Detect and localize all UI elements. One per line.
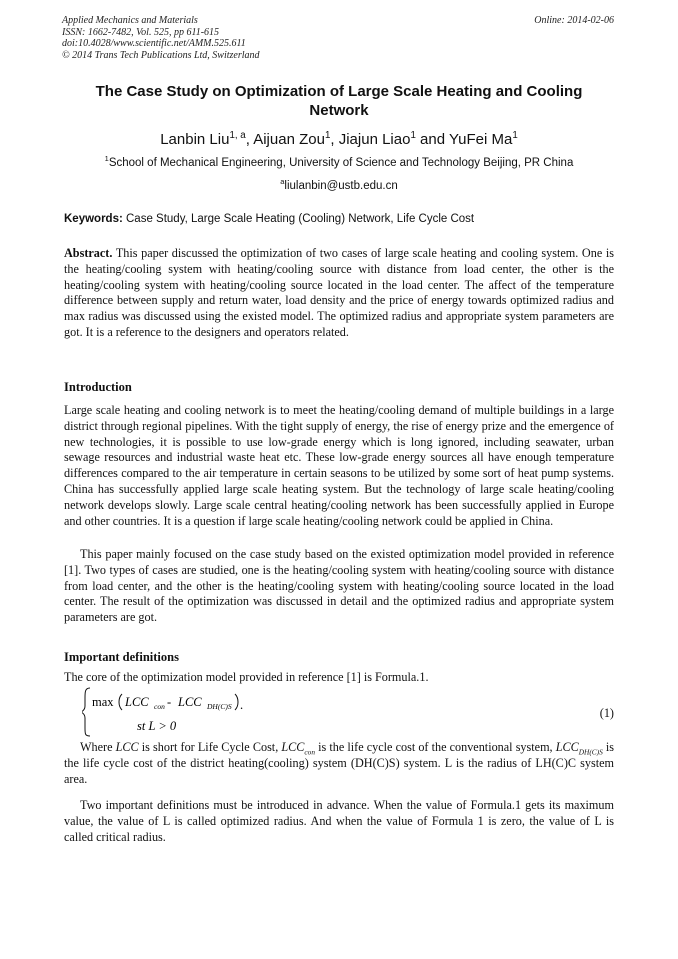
author-conjunction: and — [415, 131, 449, 148]
formula-period: . — [240, 698, 244, 712]
definitions-paragraph-3: Two important definitions must be introduced in advance. When the value of Formula.1 gets its maximum value, the value of L is called optimized radius. And when the value of Formula 1 is zero, the value of L is called critical radius. — [64, 798, 614, 844]
equation-number: (1) — [599, 706, 614, 720]
doi[interactable]: doi:10.4028/www.scientific.net/AMM.525.611 — [62, 38, 246, 49]
text-run: is short for Life Cycle Cost, — [138, 740, 282, 754]
affil-text: School of Mechanical Engineering, University of Science and Technology Beijing, PR China — [108, 157, 574, 169]
formula-lcc: LCC — [125, 695, 149, 709]
affiliation — [40, 156, 638, 170]
intro-paragraph-2: This paper mainly focused on the case study based on the existed optimization model provided in reference [1]. Two types of cases are studied, one is the heating/cooling system with heating/cooling source with distance from load center, and the other is the heating/cooling system with heating/cooling source located in the load center. The result of the optimization was discussed in detail and the optimized radius and appropriate system parameters are got. — [64, 547, 614, 625]
symbol-lcc: LCC — [115, 740, 139, 754]
formula-minus: - — [167, 695, 172, 709]
formula-max: max — [92, 695, 114, 709]
definitions-paragraph-2 — [64, 740, 614, 787]
author-name: Aijuan Zou — [253, 131, 325, 148]
author-name: YuFei Ma — [448, 131, 513, 148]
email-address[interactable]: liulanbin@ustb.edu.cn — [284, 180, 398, 192]
abstract-text: This paper discussed the optimization of two cases of large scale heating and cooling system. One is the heating/cooling system with heating/cooling source with distance from load center, the other is the heating/cooling system with heating/cooling source located in the load center. The affect of the temperature difference between supply and return water, load density and the price of energy towards optimized radius and max radius was discussed using the existed model. The optimized radius and appropriate system parameters are got. It is a reference to the designers and operators related. — [64, 246, 614, 339]
author-affil-mark: 1 — [324, 130, 331, 141]
author-name: Lanbin Liu — [160, 131, 230, 148]
keywords-label: Keywords: — [64, 213, 123, 225]
definitions-intro: The core of the optimization model provided in reference [1] is Formula.1. — [64, 670, 429, 684]
issn: ISSN: 1662-7482, Vol. 525, pp 611-615 — [62, 26, 220, 38]
section-heading-definitions: Important definitions — [64, 650, 179, 664]
author-separator: , — [245, 131, 254, 148]
email-mark: a — [280, 177, 285, 187]
author-affil-mark: 1 — [512, 130, 518, 141]
author-affil-mark: 1 — [410, 130, 416, 141]
author-list — [40, 131, 638, 149]
formula-brace — [82, 688, 90, 736]
text-run: is the life cycle cost of the district heating(cooling) system (DH(C)S) system. L is the radius of LH(C)C system area. — [64, 740, 614, 786]
symbol-subscript: DH(C)S — [578, 747, 603, 757]
formula-lcc-2: LCC — [178, 695, 202, 709]
paper-title: The Case Study on Optimization of Large Scale Heating and Cooling Network — [95, 83, 583, 119]
formula-close-paren — [235, 694, 238, 710]
journal-name: Applied Mechanics and Materials — [62, 15, 198, 26]
keywords — [64, 212, 616, 226]
keywords-text: Case Study, Large Scale Heating (Cooling) Network, Life Cycle Cost — [122, 213, 475, 225]
symbol-lcc: LCC — [281, 740, 305, 754]
formula-constraint: st L > 0 — [137, 719, 177, 733]
formula-sub-con: con — [154, 702, 165, 711]
journal-header — [62, 15, 260, 61]
author-affil-mark: 1, a — [229, 130, 246, 141]
abstract-label: Abstract. — [64, 246, 113, 260]
symbol-subscript: con — [304, 747, 315, 757]
affil-mark: 1 — [104, 154, 109, 164]
author-email — [40, 179, 638, 193]
formula-1-graphic — [82, 686, 282, 738]
intro-paragraph-1: Large scale heating and cooling network is to meet the heating/cooling demand of multiple buildings in a large district through regional pipelines. With the tight supply of energy, the rise of energy prize and the emergence of new technologies, it is possible to use low-grade energy which is long ignored, including seawater, urban sewage resources and industrial waste heat etc. These low-grade energy sources all have enough temperature differences compared to the air temperature in certain seasons to be utilized by some sort of heat pump systems. China has successfully applied large scale heating system. But the technology of large scale heating/cooling network develops slowly. Large scale central heating/cooling network has been successfully applied in Europe and other countries. It is a question if large scale heating/cooling network could be applied in China. — [64, 403, 614, 528]
text-run: Where — [80, 740, 116, 754]
copyright: © 2014 Trans Tech Publications Ltd, Switzerland — [62, 49, 260, 61]
text-run: is the life cycle cost of the conventional system, — [314, 740, 556, 754]
symbol-lcc: LCC — [555, 740, 579, 754]
formula-open-paren — [119, 694, 122, 710]
author-name: Jiajun Liao — [338, 131, 411, 148]
abstract — [64, 246, 614, 341]
formula-1 — [64, 686, 614, 738]
author-separator: , — [330, 131, 339, 148]
section-heading-introduction: Introduction — [64, 380, 132, 394]
formula-sub-dh: DH(C)S — [207, 702, 232, 711]
online-date: Online: 2014-02-06 — [534, 15, 614, 26]
